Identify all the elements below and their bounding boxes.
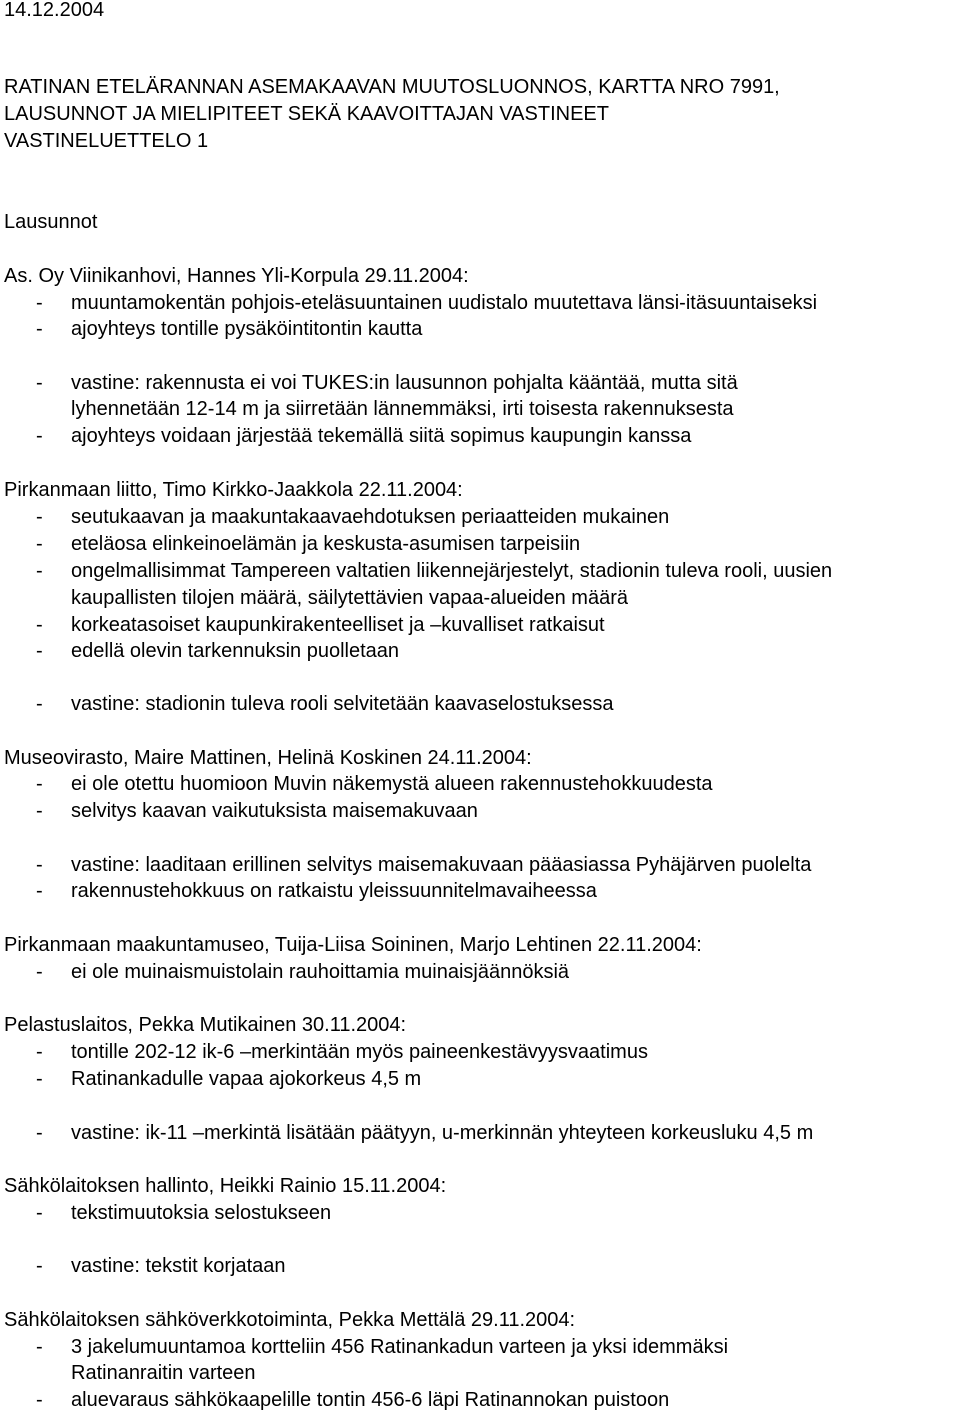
statement-heading-sahkoverkkotoiminta: Sähkölaitoksen sähköverkkotoiminta, Pekka Mettälä 29.11.2004: bbox=[4, 1309, 576, 1331]
response-text: vastine: tekstit korjataan bbox=[71, 1255, 286, 1277]
list-dash: - bbox=[36, 1122, 43, 1144]
document-date: 14.12.2004 bbox=[4, 0, 105, 21]
list-item-text: ei ole muinaismuistolain rauhoittamia muinaisjäännöksiä bbox=[71, 961, 570, 983]
list-item-text: ajoyhteys tontille pysäköintitontin kautta bbox=[71, 318, 423, 340]
statement-heading-sahkolaitoksen-hallinto: Sähkölaitoksen hallinto, Heikki Rainio 15.11.2004: bbox=[4, 1175, 447, 1197]
list-item-text: aluevaraus sähkökaapelille tontin 456-6 läpi Ratinannokan puistoon bbox=[71, 1389, 670, 1411]
list-item-text: ongelmallisimmat Tampereen valtatien liikennejärjestelyt, stadionin tuleva rooli, uusien bbox=[71, 560, 833, 582]
list-dash: - bbox=[36, 800, 43, 822]
list-dash: - bbox=[36, 1336, 43, 1358]
list-item-continuation: Ratinanraitin varteen bbox=[71, 1362, 256, 1384]
list-dash: - bbox=[36, 614, 43, 636]
statement-heading-pirkanmaan-liitto: Pirkanmaan liitto, Timo Kirkko-Jaakkola 22.11.2004: bbox=[4, 479, 463, 501]
list-item-text: Ratinankadulle vapaa ajokorkeus 4,5 m bbox=[71, 1068, 422, 1090]
list-dash: - bbox=[36, 560, 43, 582]
document-title-line-1: RATINAN ETELÄRANNAN ASEMAKAAVAN MUUTOSLUONNOS, KARTTA NRO 7991, bbox=[4, 76, 780, 98]
list-item-text: edellä olevin tarkennuksin puolletaan bbox=[71, 640, 400, 662]
list-dash: - bbox=[36, 533, 43, 555]
list-item-text: ei ole otettu huomioon Muvin näkemystä alueen rakennustehokkuudesta bbox=[71, 773, 713, 795]
document-title-line-3: VASTINELUETTELO 1 bbox=[4, 130, 209, 152]
response-text: rakennustehokkuus on ratkaistu yleissuunnitelmavaiheessa bbox=[71, 880, 597, 902]
list-dash: - bbox=[36, 1202, 43, 1224]
list-item-text: tekstimuutoksia selostukseen bbox=[71, 1202, 332, 1224]
response-text: vastine: ik-11 –merkintä lisätään päätyyn, u-merkinnän yhteyteen korkeusluku 4,5 m bbox=[71, 1122, 814, 1144]
list-item-text: selvitys kaavan vaikutuksista maisemakuvaan bbox=[71, 800, 478, 822]
list-dash: - bbox=[36, 693, 43, 715]
list-dash: - bbox=[36, 880, 43, 902]
list-dash: - bbox=[36, 425, 43, 447]
response-text: vastine: laaditaan erillinen selvitys maisemakuvaan pääasiassa Pyhäjärven puolelta bbox=[71, 854, 812, 876]
statement-heading-pelastuslaitos: Pelastuslaitos, Pekka Mutikainen 30.11.2004: bbox=[4, 1014, 407, 1036]
list-dash: - bbox=[36, 961, 43, 983]
statement-heading-maakuntamuseo: Pirkanmaan maakuntamuseo, Tuija-Liisa Soininen, Marjo Lehtinen 22.11.2004: bbox=[4, 934, 702, 956]
list-item-continuation: kaupallisten tilojen määrä, säilytettävien vapaa-alueiden määrä bbox=[71, 587, 628, 609]
list-dash: - bbox=[36, 773, 43, 795]
list-item-text: 3 jakelumuuntamoa kortteliin 456 Ratinankadun varteen ja yksi idemmäksi bbox=[71, 1336, 729, 1358]
response-text: ajoyhteys voidaan järjestää tekemällä siitä sopimus kaupungin kanssa bbox=[71, 425, 692, 447]
list-item-text: muuntamokentän pohjois-eteläsuuntainen uudistalo muutettava länsi-itäsuuntaiseksi bbox=[71, 292, 818, 314]
response-text: vastine: stadionin tuleva rooli selvitetään kaavaselostuksessa bbox=[71, 693, 614, 715]
list-dash: - bbox=[36, 318, 43, 340]
response-text: vastine: rakennusta ei voi TUKES:in lausunnon pohjalta kääntää, mutta sitä bbox=[71, 372, 738, 394]
list-dash: - bbox=[36, 1068, 43, 1090]
statement-heading-viinikanhovi: As. Oy Viinikanhovi, Hannes Yli-Korpula 29.11.2004: bbox=[4, 265, 469, 287]
section-heading-lausunnot: Lausunnot bbox=[4, 211, 98, 233]
response-continuation: lyhennetään 12-14 m ja siirretään lännemmäksi, irti toisesta rakennuksesta bbox=[71, 398, 734, 420]
list-dash: - bbox=[36, 292, 43, 314]
list-dash: - bbox=[36, 1041, 43, 1063]
list-dash: - bbox=[36, 640, 43, 662]
list-dash: - bbox=[36, 506, 43, 528]
list-dash: - bbox=[36, 854, 43, 876]
list-item-text: seutukaavan ja maakuntakaavaehdotuksen periaatteiden mukainen bbox=[71, 506, 670, 528]
list-dash: - bbox=[36, 372, 43, 394]
list-item-text: eteläosa elinkeinoelämän ja keskusta-asumisen tarpeisiin bbox=[71, 533, 581, 555]
document-title-line-2: LAUSUNNOT JA MIELIPITEET SEKÄ KAAVOITTAJAN VASTINEET bbox=[4, 103, 609, 125]
list-item-text: tontille 202-12 ik-6 –merkintään myös paineenkestävyysvaatimus bbox=[71, 1041, 648, 1063]
list-dash: - bbox=[36, 1389, 43, 1411]
list-item-text: korkeatasoiset kaupunkirakenteelliset ja –kuvalliset ratkaisut bbox=[71, 614, 605, 636]
list-dash: - bbox=[36, 1255, 43, 1277]
statement-heading-museovirasto: Museovirasto, Maire Mattinen, Helinä Koskinen 24.11.2004: bbox=[4, 747, 532, 769]
